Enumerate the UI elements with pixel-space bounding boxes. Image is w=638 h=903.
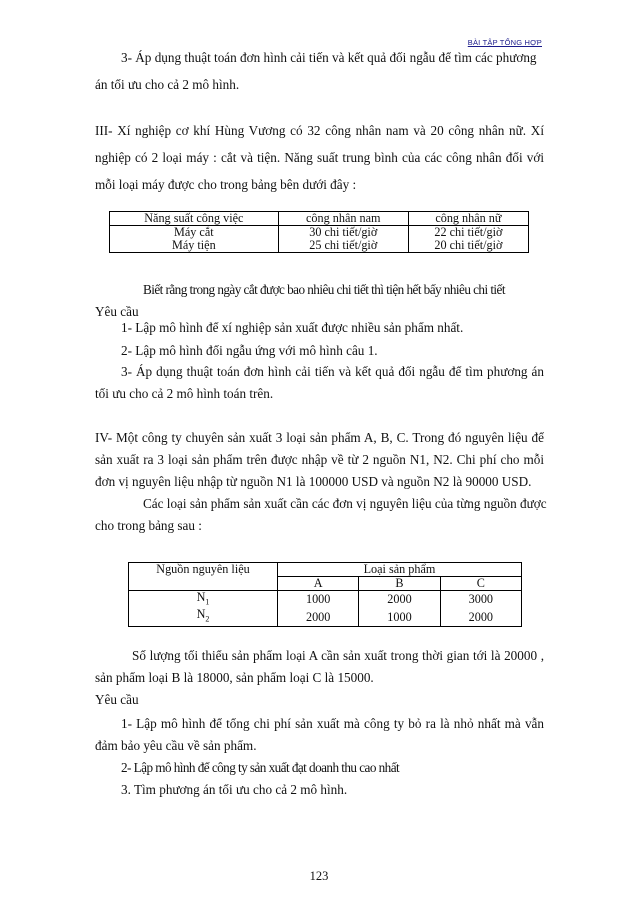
table-header-cell: Năng suất công việc (110, 212, 279, 226)
table-cell: 2000 (278, 608, 359, 626)
table-header-cell: C (440, 577, 521, 591)
list-item: 3. Tìm phương án tối ưu cho cả 2 mô hình. (121, 782, 348, 797)
note-line: Biết rằng trong ngày cắt được bao nhiêu chi tiết thì tiện hết bấy nhiêu chi tiết (143, 282, 505, 297)
table-cell: Máy cắt (110, 226, 279, 240)
table-cell (129, 577, 278, 591)
paragraph-line: sản phẩm loại B là 18000, sản phẩm loại C là 15000. (95, 670, 374, 685)
table-header-cell: Loại sản phẩm (278, 563, 522, 577)
paragraph-line: đảm bảo yêu cầu về sản phẩm. (95, 738, 257, 753)
table-cell (129, 591, 278, 609)
paragraph-line: Yêu cầu (95, 692, 139, 707)
list-item: 1- Lập mô hình để tổng chi phí sản xuất mà công ty bỏ ra là nhỏ nhất mà vẫn (121, 716, 544, 731)
paragraph-line: tối ưu cho cả 2 mô hình toán trên. (95, 386, 274, 401)
paragraph-line: nghiệp có 2 loại máy : cắt và tiện. Năng suất trung bình của các công nhân đối với (95, 150, 544, 165)
source-subscript: 2 (205, 614, 210, 624)
page-header: BÀI TẬP TỔNG HỢP (467, 38, 542, 47)
paragraph-line: 3- Áp dụng thuật toán đơn hình cải tiến và kết quả đối ngẫu để tìm các phương (121, 50, 537, 65)
page-number: 123 (309, 869, 329, 883)
table-cell: 22 chi tiết/giờ (408, 226, 528, 240)
materials-table (128, 562, 522, 627)
list-item: 3- Áp dụng thuật toán đơn hình cải tiến và kết quả đối ngẫu để tìm phương án (121, 364, 544, 379)
table-header-cell: B (359, 577, 440, 591)
table-header-cell: Nguồn nguyên liệu (129, 563, 278, 577)
table-cell: 30 chi tiết/giờ (278, 226, 408, 240)
paragraph-line: IV- Một công ty chuyên sản xuất 3 loại sản phẩm A, B, C. Trong đó nguyên liệu để (95, 430, 544, 445)
paragraph-line: cho trong bảng sau : (95, 518, 202, 533)
paragraph-line: Số lượng tối thiểu sản phẩm loại A cần sản xuất trong thời gian tới là 20000 , (132, 648, 544, 663)
paragraph-line: mỗi loại máy được cho trong bảng bên dưới đây : (95, 177, 357, 192)
source-subscript: 1 (205, 597, 210, 607)
table-cell: 2000 (440, 608, 521, 626)
table-cell: Máy tiện (110, 239, 279, 253)
list-item: 2- Lập mô hình để công ty sản xuất đạt doanh thu cao nhất (121, 760, 400, 775)
table-header-cell: công nhân nữ (408, 212, 528, 226)
source-label: N (196, 590, 206, 604)
table-cell (129, 608, 278, 626)
table-header-cell: công nhân nam (278, 212, 408, 226)
table-header-cell: A (278, 577, 359, 591)
paragraph-line: Các loại sản phẩm sản xuất cần các đơn vị nguyên liệu của từng nguồn được (143, 496, 547, 511)
paragraph-line: sản xuất ra 3 loại sản phẩm trên được nhập về từ 2 nguồn N1, N2. Chi phí cho mỗi (95, 452, 544, 467)
paragraph-line: III- Xí nghiệp cơ khí Hùng Vương có 32 công nhân nam và 20 công nhân nữ. Xí (95, 123, 544, 138)
list-item: 1- Lập mô hình để xí nghiệp sản xuất được nhiều sản phẩm nhất. (121, 320, 464, 335)
paragraph-line: án tối ưu cho cả 2 mô hình. (95, 77, 240, 92)
paragraph-line: Yêu cầu (95, 304, 139, 319)
table-cell: 1000 (359, 608, 440, 626)
table-cell: 2000 (359, 591, 440, 609)
table-cell: 25 chi tiết/giờ (278, 239, 408, 253)
table-cell: 20 chi tiết/giờ (408, 239, 528, 253)
table-cell: 1000 (278, 591, 359, 609)
source-label: N (196, 607, 206, 622)
productivity-table (109, 211, 529, 253)
paragraph-line: đơn vị nguyên liệu nhập từ nguồn N1 là 100000 USD và nguồn N2 là 90000 USD. (95, 474, 532, 489)
table-cell: 3000 (440, 591, 521, 609)
list-item: 2- Lập mô hình đối ngẫu ứng với mô hình câu 1. (121, 343, 378, 358)
